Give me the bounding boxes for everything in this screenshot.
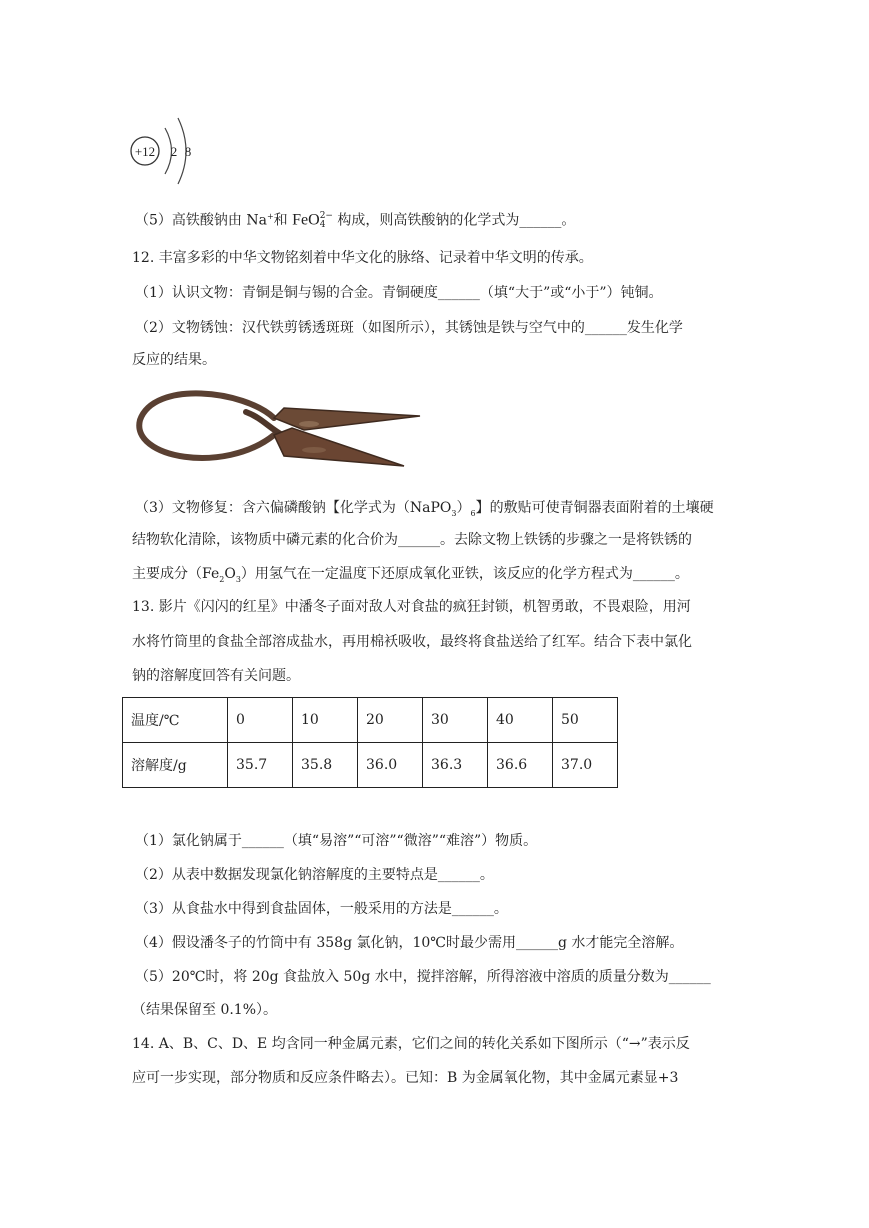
question-13-5-line1: （5）20℃时，将 20g 食盐放入 50g 水中，搅拌溶解，所得溶液中溶质的质量分数为______	[135, 969, 711, 985]
table-cell: 温度/℃	[123, 698, 228, 743]
text-segment: O	[224, 566, 236, 582]
table-cell: 0	[228, 698, 293, 743]
subscript: 6	[470, 508, 476, 518]
question-14-stem-line2: 应可一步实现，部分物质和反应条件略去）。已知：B 为金属氧化物，其中金属元素显+3	[132, 1070, 679, 1086]
table-cell: 35.8	[293, 743, 358, 788]
table-cell: 35.7	[228, 743, 293, 788]
question-11-5	[135, 207, 575, 231]
question-13-2: （2）从表中数据发现氯化钠溶解度的主要特点是______。	[135, 867, 494, 883]
table-cell: 溶解度/g	[123, 743, 228, 788]
text-segment: （3）文物修复：含六偏磷酸钠【化学式为（NaPO	[135, 500, 452, 516]
shell1-electrons: 2	[170, 144, 178, 159]
text-segment: ）	[456, 500, 471, 516]
subscript: 2	[219, 574, 225, 584]
text-segment: 构成，则高铁酸钠的化学式为______。	[332, 212, 576, 229]
ion-subscript: 4	[319, 219, 326, 230]
text-segment: 和	[273, 212, 293, 229]
ion-formula: FeO	[292, 211, 320, 229]
question-13-stem-line3: 钠的溶解度回答有关问题。	[132, 668, 300, 684]
nucleus-charge: +12	[134, 144, 156, 159]
question-13-stem-line2: 水将竹筒里的食盐全部溶成盐水，再用棉袄吸收，最终将食盐送给了红军。结合下表中氯化	[132, 634, 692, 650]
question-12-3-line2: 结物软化清除，该物质中磷元素的化合价为______。去除文物上铁锈的步骤之一是将铁锈的	[132, 532, 692, 548]
subscript: 3	[235, 574, 241, 584]
question-12-2-line2: 反应的结果。	[132, 352, 216, 368]
question-12-1: （1）认识文物：青铜是铜与锡的合金。青铜硬度______（填“大于”或“小于”）钝铜。	[135, 285, 663, 301]
question-12-3-line3	[132, 564, 689, 590]
table-cell: 36.0	[358, 743, 423, 788]
question-12-2-line1: （2）文物锈蚀：汉代铁剪锈透斑斑（如图所示），其锈蚀是铁与空气中的______发生化学	[135, 320, 683, 336]
iron-scissors-image	[134, 380, 424, 480]
text-segment: ）用氢气在一定温度下还原成氧化亚铁，该反应的化学方程式为______。	[240, 566, 689, 582]
table-row	[123, 743, 618, 788]
text-segment: （5）高铁酸钠由 Na	[135, 212, 267, 229]
subscript: 3	[451, 508, 457, 518]
text-segment: 】的敷贴可使青铜器表面附着的土壤硬	[475, 500, 714, 516]
table-cell: 20	[358, 698, 423, 743]
ion-charge: 2−	[319, 210, 333, 221]
table-cell: 30	[423, 698, 488, 743]
table-cell: 10	[293, 698, 358, 743]
solubility-table	[122, 697, 618, 788]
table-cell: 40	[488, 698, 553, 743]
table-cell: 36.3	[423, 743, 488, 788]
question-12-stem: 12. 丰富多彩的中华文物铭刻着中华文化的脉络、记录着中华文明的传承。	[132, 250, 593, 266]
question-14-stem-line1: 14. A、B、C、D、E 均含同一种金属元素，它们之间的转化关系如下图所示（“→”表示反	[132, 1036, 690, 1052]
atom-structure-diagram	[128, 108, 208, 188]
text-segment: 主要成分（Fe	[132, 566, 220, 582]
table-cell: 36.6	[488, 743, 553, 788]
question-13-3: （3）从食盐水中得到食盐固体，一般采用的方法是______。	[135, 901, 508, 917]
shell2-electrons: 8	[184, 144, 192, 159]
question-13-5-line2: （结果保留至 0.1%）。	[132, 1002, 278, 1018]
superscript: +	[266, 212, 274, 221]
table-cell: 37.0	[553, 743, 618, 788]
question-12-3-line1	[135, 498, 714, 524]
table-cell: 50	[553, 698, 618, 743]
question-13-stem-line1: 13. 影片《闪闪的红星》中潘冬子面对敌人对食盐的疯狂封锁，机智勇敢，不畏艰险，用河	[132, 599, 691, 615]
question-13-1: （1）氯化钠属于______（填“易溶”“可溶”“微溶”“难溶”）物质。	[135, 833, 538, 849]
question-13-4: （4）假设潘冬子的竹筒中有 358g 氯化钠，10℃时最少需用______g 水才能完全溶解。	[135, 935, 684, 951]
table-row	[123, 698, 618, 743]
